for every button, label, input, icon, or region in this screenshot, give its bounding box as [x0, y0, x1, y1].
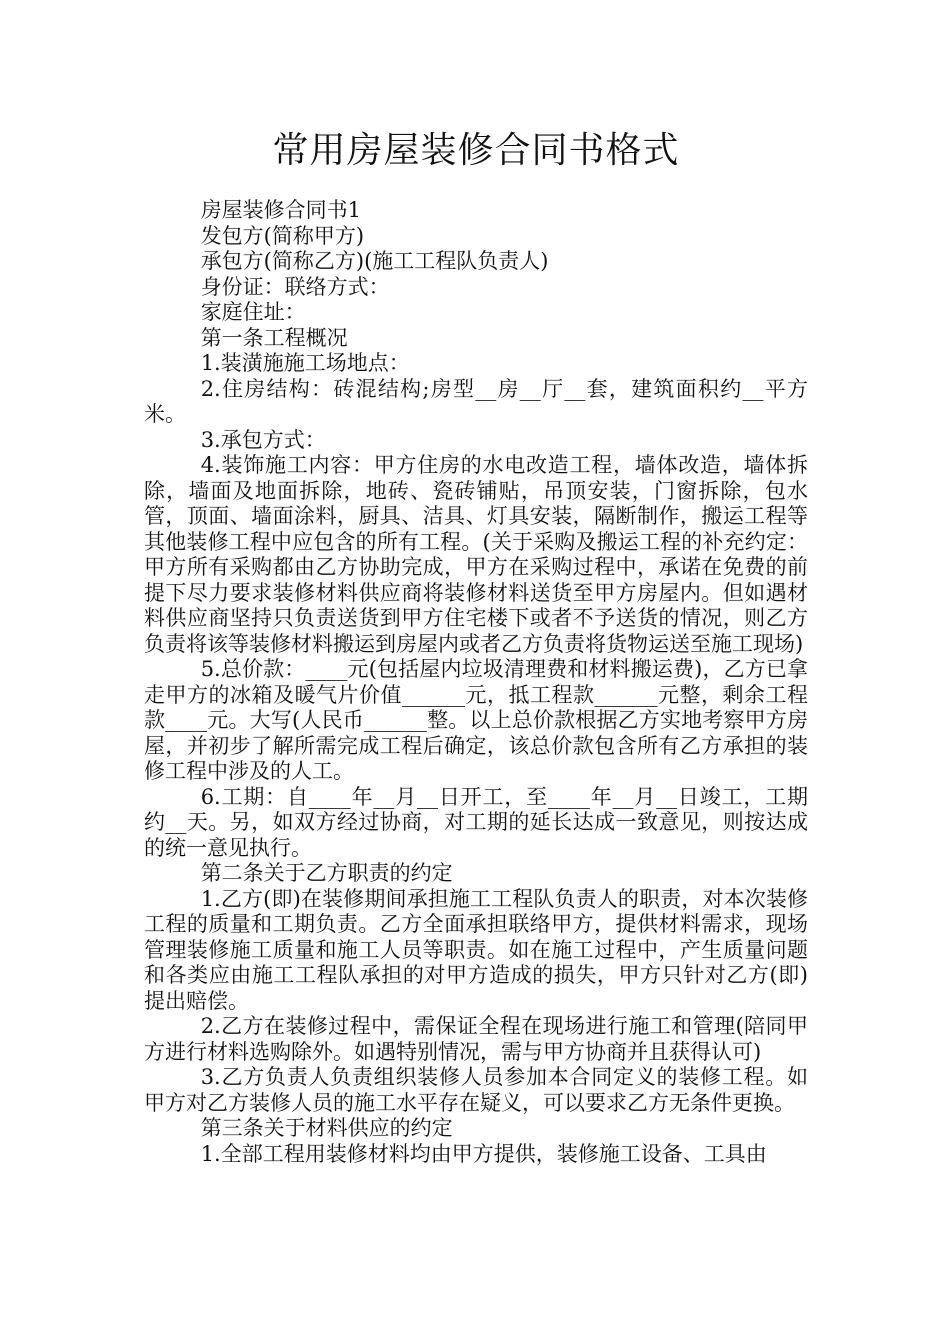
- section-heading: 第一条工程概况: [200, 325, 348, 350]
- paragraph: 承包方(简称乙方)(施工工程队负责人): [200, 249, 549, 273]
- paragraph: 房屋装修合同书1: [200, 198, 362, 222]
- paragraph: 4.装饰施工内容：甲方住房的水电改造工程，墙体改造，墙体拆除，墙面及地面拆除，地砖、瓷砖铺贴，吊顶安装，门窗拆除，包水管，顶面、墙面涂料，厨具、洁具、灯具安装，隔断制作，搬运工程等其他装修工程中应包含的所有工程。(关于采购及搬运工程的补充约定：甲方所有采购都由乙方协助完成，甲方在采购过程中，承诺在免费的前提下尽力要求装修材料供应商将装修材料送货至甲方房屋内。但如遇材料供应商坚持只负责送货到甲方住宅楼下或者不予送货的情况，则乙方负责将该等装修材料搬运到房屋内或者乙方负责将货物运送至施工现场): [144, 453, 808, 656]
- paragraph: 身份证：联络方式：: [200, 274, 390, 299]
- document-body: [144, 198, 808, 1167]
- paragraph: 2.乙方在装修过程中，需保证全程在现场进行施工和管理(陪同甲方进行材料选购除外。如遇特别情况，需与甲方协商并且获得认可): [144, 1014, 808, 1064]
- paragraph: 1.装潢施施工场地点：: [200, 351, 410, 375]
- paragraph: 5.总价款：____元(包括屋内垃圾清理费和材料搬运费)，乙方已拿走甲方的冰箱及暖气片价值______元，抵工程款______元整，剩余工程款____元。大写(人民币______整。以上总价款根据乙方实地考察甲方房屋，并初步了解所需完成工程后确定，该总价款包含所有乙方承担的装修工程中涉及的人工。: [144, 657, 808, 783]
- section-heading: 第二条关于乙方职责的约定: [200, 861, 453, 885]
- paragraph: 3.承包方式：: [200, 427, 326, 452]
- paragraph: 1.乙方(即)在装修期间承担施工工程队负责人的职责，对本次装修工程的质量和工期负责。乙方全面承担联络甲方，提供材料需求，现场管理装修施工质量和施工人员等职责。如在施工过程中，产生质量问题和各类应由施工工程队承担的对甲方造成的损失，甲方只针对乙方(即)提出赔偿。: [144, 886, 808, 1013]
- paragraph: 家庭住址：: [200, 300, 306, 324]
- paragraph: 1.全部工程用装修材料均由甲方提供，装修施工设备、工具由: [200, 1141, 767, 1166]
- paragraph: 发包方(简称甲方): [200, 223, 365, 248]
- section-heading: 第三条关于材料供应的约定: [200, 1116, 453, 1140]
- paragraph: 6.工期：自____年__月__日开工，至____年__月__日竣工，工期约__天。另，如双方经过协商，对工期的延长达成一致意见，则按达成的统一意见执行。: [144, 784, 808, 860]
- paragraph: 3.乙方负责人负责组织装修人员参加本合同定义的装修工程。如甲方对乙方装修人员的施工水平存在疑义，可以要求乙方无条件更换。: [144, 1065, 808, 1115]
- paragraph: 2.住房结构：砖混结构;房型__房__厅__套，建筑面积约__平方米。: [144, 376, 808, 426]
- document-page: [144, 0, 808, 1167]
- document-title: 常用房屋装修合同书格式: [272, 130, 680, 171]
